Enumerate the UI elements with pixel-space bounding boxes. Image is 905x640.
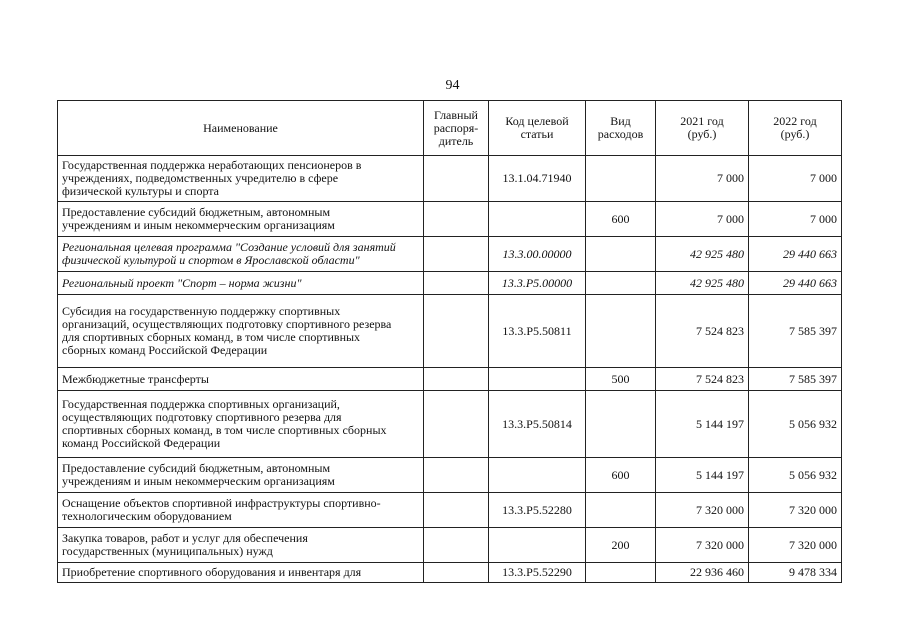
row-type: 600 — [586, 458, 656, 493]
row-2021: 7 320 000 — [656, 528, 749, 563]
row-manager — [424, 295, 489, 368]
row-manager — [424, 563, 489, 583]
table-row — [58, 295, 842, 368]
table-row — [58, 237, 842, 272]
row-code — [489, 202, 586, 237]
row-code: 13.3.P5.52290 — [489, 563, 586, 583]
table-row — [58, 156, 842, 202]
table-row — [58, 368, 842, 391]
row-name: Государственная поддержка неработающих пенсионеров в учреждениях, подведомственных учредителю в сфере физической культуры и спорта — [58, 156, 424, 202]
table-row — [58, 202, 842, 237]
row-name: Государственная поддержка спортивных организаций, осуществляющих подготовку спортивного резерва для спортивных сборных команд, в том числе спортивных сборных команд Российской Федерации — [58, 391, 424, 458]
header-year-2022: 2022 год (руб.) — [749, 101, 842, 156]
budget-table — [57, 100, 842, 583]
row-code — [489, 368, 586, 391]
row-type — [586, 295, 656, 368]
table-row — [58, 493, 842, 528]
row-name: Предоставление субсидий бюджетным, автономным учреждениям и иным некоммерческим организациям — [58, 458, 424, 493]
row-2021: 7 524 823 — [656, 295, 749, 368]
row-type — [586, 391, 656, 458]
row-name: Субсидия на государственную поддержку спортивных организаций, осуществляющих подготовку спортивного резерва для спортивных сборных команд, в том числе спортивных сборных команд Российской Федерации — [58, 295, 424, 368]
row-name: Приобретение спортивного оборудования и инвентаря для — [58, 563, 424, 583]
row-name: Закупка товаров, работ и услуг для обеспечения государственных (муниципальных) нужд — [58, 528, 424, 563]
header-year-2021: 2021 год (руб.) — [656, 101, 749, 156]
row-code: 13.1.04.71940 — [489, 156, 586, 202]
row-type — [586, 156, 656, 202]
row-2022: 5 056 932 — [749, 391, 842, 458]
row-2022: 29 440 663 — [749, 237, 842, 272]
row-2022: 7 000 — [749, 202, 842, 237]
header-type: Вид расходов — [586, 101, 656, 156]
row-2022: 7 585 397 — [749, 368, 842, 391]
row-2021: 42 925 480 — [656, 237, 749, 272]
row-code: 13.3.P5.50814 — [489, 391, 586, 458]
row-manager — [424, 272, 489, 295]
row-2021: 7 000 — [656, 156, 749, 202]
row-type — [586, 272, 656, 295]
row-type: 600 — [586, 202, 656, 237]
row-code: 13.3.P5.00000 — [489, 272, 586, 295]
row-2021: 5 144 197 — [656, 458, 749, 493]
row-code: 13.3.00.00000 — [489, 237, 586, 272]
row-2021: 5 144 197 — [656, 391, 749, 458]
row-2022: 7 320 000 — [749, 528, 842, 563]
header-name: Наименование — [58, 101, 424, 156]
row-2022: 7 000 — [749, 156, 842, 202]
header-manager: Главный распоря- дитель — [424, 101, 489, 156]
row-2022: 29 440 663 — [749, 272, 842, 295]
row-2021: 7 320 000 — [656, 493, 749, 528]
row-code — [489, 528, 586, 563]
row-code — [489, 458, 586, 493]
row-manager — [424, 156, 489, 202]
row-2021: 22 936 460 — [656, 563, 749, 583]
table-row — [58, 272, 842, 295]
table-row — [58, 528, 842, 563]
row-2022: 7 585 397 — [749, 295, 842, 368]
row-2022: 5 056 932 — [749, 458, 842, 493]
row-manager — [424, 528, 489, 563]
row-type — [586, 563, 656, 583]
table-row — [58, 563, 842, 583]
row-manager — [424, 458, 489, 493]
table-row — [58, 391, 842, 458]
row-type — [586, 493, 656, 528]
table-row — [58, 458, 842, 493]
row-type — [586, 237, 656, 272]
row-manager — [424, 391, 489, 458]
row-2021: 7 524 823 — [656, 368, 749, 391]
row-code: 13.3.P5.52280 — [489, 493, 586, 528]
row-2021: 7 000 — [656, 202, 749, 237]
row-name: Региональный проект "Спорт – норма жизни" — [58, 272, 424, 295]
header-code: Код целевой статьи — [489, 101, 586, 156]
row-2022: 7 320 000 — [749, 493, 842, 528]
row-name: Межбюджетные трансферты — [58, 368, 424, 391]
row-name: Региональная целевая программа "Создание условий для занятий физической культурой и спортом в Ярославской области" — [58, 237, 424, 272]
row-manager — [424, 202, 489, 237]
row-name: Оснащение объектов спортивной инфраструктуры спортивно- технологическим оборудованием — [58, 493, 424, 528]
row-manager — [424, 368, 489, 391]
table-header-row — [58, 101, 842, 156]
row-name: Предоставление субсидий бюджетным, автономным учреждениям и иным некоммерческим организациям — [58, 202, 424, 237]
row-2022: 9 478 334 — [749, 563, 842, 583]
row-2021: 42 925 480 — [656, 272, 749, 295]
page-number: 94 — [445, 78, 460, 93]
row-type: 500 — [586, 368, 656, 391]
row-manager — [424, 493, 489, 528]
row-type: 200 — [586, 528, 656, 563]
row-code: 13.3.P5.50811 — [489, 295, 586, 368]
row-manager — [424, 237, 489, 272]
